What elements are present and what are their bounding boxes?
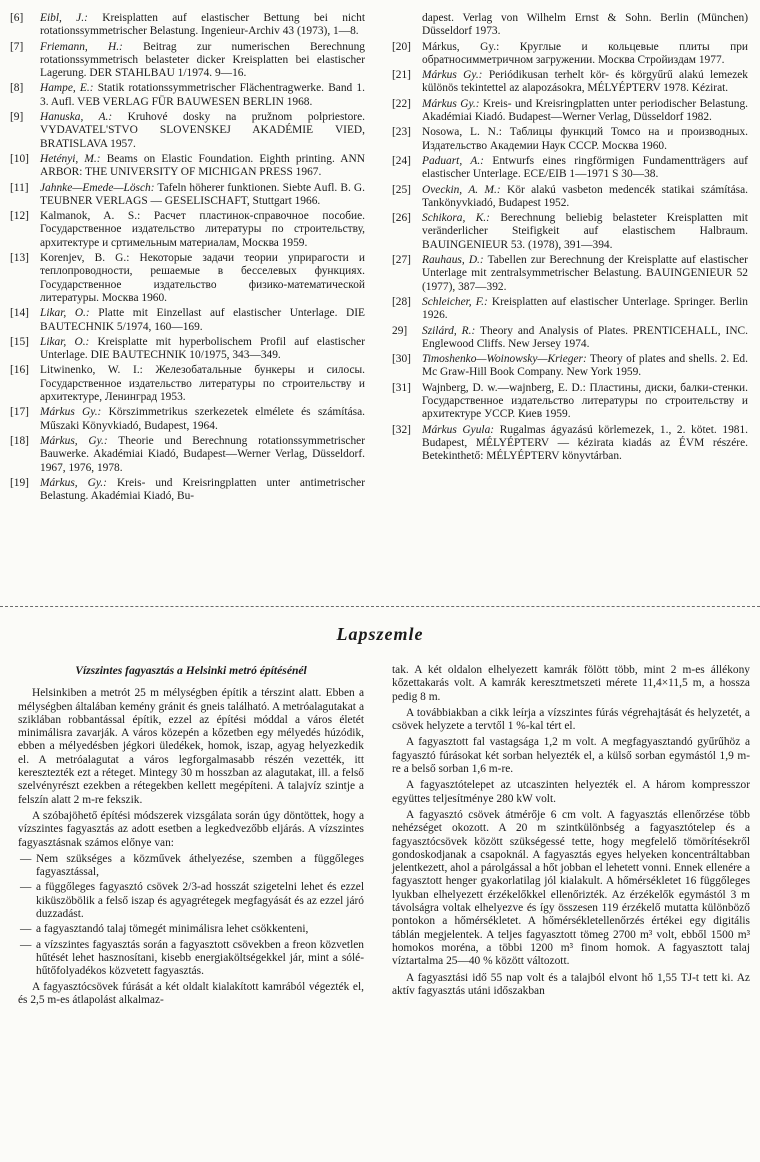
reference-author: Schleicher, F.: (422, 295, 488, 308)
reference-item (392, 69, 748, 96)
reference-author: Szilárd, R.: (422, 324, 476, 337)
section-divider (0, 606, 760, 607)
reference-item (10, 477, 365, 504)
reference-text: Kreisplatte mit hyperbolischem Profil auf elastischer Unterlage. DIE BAUTECHNIK 10/1975, 343—349. (40, 335, 366, 362)
reference-text: Statik rotationssymmetrischer Flächentragwerke. Band 1. 3. Aufl. VEB VERLAG FÜR BAUWESEN BERLIN 1968. (40, 82, 365, 108)
reference-item (392, 353, 748, 380)
reference-item (10, 12, 365, 39)
reference-author: Jahnke—Emede—Lösch: (40, 181, 155, 194)
reference-item (10, 406, 365, 433)
article-paragraph: Helsinkiben a metrót 25 m mélységben építik a térszint alatt. Ebben a mélységben általában kemény gránit és gneis található. A metróalagutakat a sziklában robbantással építik, ezzel az építési móddal a város életét minimálisra zavarják. A város közepén a kőzetben egy mélyedés húzódik, ebben a mélyedésben jégkori üledékek, homok, iszap, agyag helyezkedik el. A metróalagutat a város legforgalmasabb részén vezették, itt keresztezték ezt a réteget. Mintegy 30 m hosszban az alagutakat, ill. a felső szelvényrészt ezekben a rétegekben kellett megépíteni. A talajvíz szintje a felszín alatt 2 m-re fekszik. (18, 687, 364, 806)
article-title: Vízszintes fagyasztás a Helsinki metró építésénél (75, 664, 307, 677)
reference-number: [21] (392, 69, 411, 82)
article-paragraph: tak. A két oldalon elhelyezett kamrák fölött több, mint 2 m-es állékony kőzettakarás volt. A kamrák keresztmetszeti mérete 11,4×11,5 m, a hossza pedig 8 m. (392, 664, 750, 703)
reference-text: Theory of plates and shells. 2. Ed. Mc Graw-Hill Book Company. New York 1959. (422, 353, 748, 379)
reference-text: Nosowa, L. N.: Таблицы функций Томсо на и производных. Издательство Академии Наук СССР. Москва 1960. (422, 126, 748, 152)
article-paragraph: A fagyasztócsövek fúrását a két oldalt kialakított kamrából végezték el, és 2,5 m-es átlapolást alkalmaz- (18, 980, 364, 1006)
reference-number: [14] (10, 307, 29, 320)
reference-text: Korenjev, B. G.: Некоторые задачи теории уприрагости и теплопроводности, решаемые в бесселевых функциях. Государственное издательство физико-математической литературы. Москва 1960. (40, 252, 365, 304)
reference-item (392, 212, 748, 252)
reference-item (392, 12, 748, 39)
reference-number: 29] (392, 324, 408, 337)
reference-text: Periódikusan terhelt kör- és körgyűrű alakú lemezek különös tekintettel az alapozásokra, MÉLYÉPTERV 1978. Kézirat. (422, 69, 748, 95)
reference-text: dapest. Verlag von Wilhelm Ernst & Sohn. Berlin (München) Düsseldorf 1973. (422, 12, 748, 38)
reference-text: Tabellen zur Berechnung der Kreisplatte auf elastischer Unterlage mit zentralsymmetrischer Belastung. BAUINGENIEUR 52 (1977), 387—392. (422, 254, 748, 293)
reference-author: Márkus, Gy.: (40, 434, 108, 447)
reference-item (392, 382, 748, 422)
reference-text: Beitrag zur numerischen Berechnung rotationssymmetrisch belasteter dicker Kreisplatten bei elastischer Lagerung. DER STAHLBAU 1/1974. 9—16. (40, 40, 365, 80)
reference-author: Paduart, A.: (422, 154, 484, 167)
reference-number: [25] (392, 183, 411, 196)
reference-item (392, 98, 748, 125)
reference-item (392, 126, 748, 153)
article-paragraph: A fagyasztó csövek átmérője 6 cm volt. A fagyasztás ellenőrzése több nehézséget okozott. A 20 m szintkülönbség a fagyasztótelep és a fagyasztócsövek között szükségessé tette, hogy megfelelő tömörítésekről gondoskodjanak a csapoknál. A fagyasztás egyes helyeken koncentráltabban jelentkezett, ahol a párolgással a hőt jobban el lehetett vonni. Ennek ellenére a fagyasztott henger gyakorlatilag jól kialakult. A hőmérsékletet 16 függőleges lyukban elhelyezett érzékelőkkel ellenőrizték. Az érzékelők egymástól 3 m távolságra voltak elhelyezve és így összesen 119 érzékelő mutatta különböző pontokon a hőmérsékletet. A hőmérsékletellenőrzés értékei egy digitális táblán megjelentek. A teljes fagyasztott tömeg 2700 m³ volt, ebből 1500 m³ homokos moréna, a többi 1200 m³ finom homok. A fagyasztott talaj víztartalma 25—40 % között változott. (392, 808, 750, 968)
reference-text: Litwinenko, W. I.: Железобатальные бункеры и силосы. Государственное издательство литературы по строительству и архитектуре, Ленинград 1953. (40, 364, 365, 404)
reference-author: Márkus, Gy.: (40, 476, 107, 489)
reference-number: [28] (392, 295, 411, 308)
reference-author: Timoshenko—Woinowsky—Krieger: (422, 353, 587, 366)
reference-item (10, 435, 365, 475)
reference-number: [23] (392, 126, 411, 139)
references-left-column (10, 12, 365, 505)
reference-text: Tafeln höherer funktionen. Siebte Aufl. B. G. TEUBNER VERLAGS — GESELISCHAFT, Stuttgart 1966. (40, 181, 365, 207)
reference-text: Kör alakú vasbeton medencék statikai számítása. Tankönyvkiadó, Budapest 1952. (422, 183, 748, 209)
reference-number: [22] (392, 97, 411, 110)
reference-text: Körszimmetrikus szerkezetek elmélete és számítása. Műszaki Könyvkiadó, Budapest, 1964. (40, 406, 365, 432)
reference-item (10, 41, 365, 81)
reference-number: [27] (392, 254, 411, 267)
reference-text: Theorie und Berechnung rotationssymmetrischer Bauwerke. Akadémiai Kiadó, Budapest—Werner Verlag, Düsseldorf. 1967, 1976, 1978. (40, 434, 365, 474)
reference-number: [32] (392, 423, 411, 436)
reference-item (392, 184, 748, 211)
reference-author: Márkus Gy.: (422, 69, 483, 82)
reference-item (10, 153, 365, 180)
reference-author: Schikora, K.: (422, 212, 490, 225)
reference-number: [19] (10, 476, 29, 489)
article-paragraph: A fagyasztótelepet az utcaszinten helyezték el. A három kompresszor együttes teljesítménye 280 kW volt. (392, 779, 750, 805)
reference-author: Hetényi, M.: (40, 152, 101, 165)
reference-item (10, 307, 365, 334)
article-paragraph: A szóbajöhető építési módszerek vizsgálata során úgy döntöttek, hogy a vízszintes fagyasztás az adott esetben a legkedvezőbb eljárás. A vízszintes fagyasztásnak számos előnye van: (18, 809, 364, 849)
reference-author: Likar, O.: (40, 335, 90, 348)
reference-text: Kreisplatten auf elastischer Unterlage. Springer. Berlin 1926. (422, 295, 748, 322)
reference-text: Kreis- und Kreisringplatten unter periodischer Belastung. Akadémiai Kiadó. Budapest—Werner Verlag, Düsseldorf 1982. (422, 97, 748, 124)
reference-number: [16] (10, 364, 29, 377)
reference-number: [13] (10, 252, 29, 265)
reference-number: [12] (10, 210, 29, 223)
reference-text: Platte mit Einzellast auf elastischer Unterlage. DIE BAUTECHNIK 5/1974, 160—169. (40, 307, 365, 333)
reference-author: Hanuska, A.: (40, 111, 113, 124)
reference-item (10, 336, 365, 363)
reference-author: Márkus Gyula: (422, 423, 495, 436)
reference-number: [17] (10, 406, 29, 419)
reference-author: Friemann, H.: (40, 40, 123, 53)
reference-text: Kreisplatten auf elastischer Bettung bei nicht rotationssymmetrischer Belastung. Ingenieur-Archiv 43 (1973), 1—8. (40, 12, 365, 38)
reference-number: [11] (10, 181, 29, 194)
list-item: — a függőleges fagyasztó csövek 2/3-ad hosszát szigetelni lehet és ezzel kiküszöbölik a felső iszap és agyagrétegek megfagyását és az ezzel járó duzzadást. (20, 881, 364, 921)
list-item: — Nem szükséges a közművek áthelyezése, szemben a függőleges fagyasztással, (20, 852, 364, 879)
reference-item (392, 155, 748, 182)
reference-item (392, 296, 748, 323)
reference-number: [18] (10, 434, 29, 447)
reference-text: Rugalmas ágyazású körlemezek, 1., 2. kötet. 1981. Budapest, MÉLYÉPTERV — kézirata kiadás az ÉVM részére. Betekinthető: MÉLYÉPTERV könyvtárban. (422, 423, 748, 463)
reference-author: Eibl, J.: (40, 12, 88, 24)
reference-author: Likar, O.: (40, 307, 90, 320)
reference-text: Márkus, Gy.: Круглые и кольцевые плиты при обратносимметричном загружении. Москва Стройиздам 1977. (422, 40, 748, 66)
reference-text: Kruhové dosky na pružnom polpriestore. VYDAVATEL'STVO SLOVENSKEJ AKADÉMIE VIED, BRATISLAVA 1957. (40, 111, 365, 150)
reference-number: [24] (392, 154, 411, 167)
reference-number: [10] (10, 152, 29, 165)
reference-item (392, 325, 748, 352)
reference-text: Kreis- und Kreisringplatten unter antimetrischer Belastung. Akadémiai Kiadó, Bu- (40, 476, 366, 503)
reference-item (10, 252, 365, 305)
reference-number: [20] (392, 40, 411, 53)
reference-text: Theory and Analysis of Plates. PRENTICEHALL, INC. Englewood Cliffs. New Jersey 1974. (422, 324, 748, 350)
reference-text: Wajnberg, D. w.—wajnberg, E. D.: Пластины, диски, балки-стенки. Государственное издательство литературы по строительству и архитектуре УССР. Киев 1959. (422, 381, 748, 421)
reference-item (10, 364, 365, 404)
article-paragraph: A fagyasztási idő 55 nap volt és a talajból elvont hő 1,55 TJ-t tett ki. Az aktív fagyasztás utáni időszakban (392, 971, 750, 997)
reference-author: Rauhaus, D.: (422, 254, 484, 267)
reference-item (392, 424, 748, 464)
references-right-column (392, 12, 748, 466)
reference-number: [15] (10, 335, 29, 348)
article-paragraph: A továbbiakban a cikk leírja a vízszintes fúrás végrehajtását és helyzetét, a csövek helyzete a tervtől 1 %-kal tért el. (392, 706, 750, 733)
article-paragraph: A fagyasztott fal vastagsága 1,2 m volt. A megfagyasztandó gyűrűhöz a fagyasztó fúrásokat két sorban helyezték el, a külső sorban egymástól 1,9 m-re a belső sorban 1,6 m-re. (392, 736, 750, 776)
reference-author: Márkus Gy.: (40, 406, 102, 419)
reference-text: Kalmanok, A. S.: Расчет пластинок-справочное пособие. Государственное издательство литературы по строительству, архитектуре и сртимельным материалам, Москва 1959. (40, 210, 365, 249)
reference-item (10, 82, 365, 109)
reference-number: [6] (10, 12, 24, 24)
reference-author: Hampe, E.: (40, 82, 94, 95)
reference-item (10, 111, 365, 151)
reference-text: Berechnung beliebig belasteter Kreisplatten mit veränderlicher Steifigkeit auf elastischem Halbraum. BAUINGENIEUR 53. (1978), 391—394. (422, 212, 748, 251)
reference-item (10, 210, 365, 250)
list-item: — a vízszintes fagyasztás során a fagyasztott csövekben a freon közvetlen hűtését lehet hasznosítani, kisebb energiaköltségekkel jár, mint a sólé-hűtőfolyadékos közvetett fagyasztás. (20, 938, 364, 978)
list-item: — a fagyasztandó talaj tömegét minimálisra lehet csökkenteni, (20, 923, 309, 936)
reference-number: [30] (392, 353, 411, 366)
reference-text: Entwurfs eines ringförmigen Fundamentträgers auf elastischer Unterlage. ECE/EIB 1—1971 S 30—38. (422, 154, 748, 181)
article-right-column (392, 664, 750, 1001)
reference-author: Márkus Gy.: (422, 97, 480, 110)
reference-author: Oveckin, A. M.: (422, 183, 501, 196)
reference-text: Beams on Elastic Foundation. Eighth printing. ANN ARBOR: THE UNIVERSITY OF MICHIGAN PRESS 1967. (40, 152, 365, 179)
reference-item (392, 254, 748, 294)
reference-item (392, 41, 748, 68)
article-left-column (18, 664, 364, 1010)
reference-number: [26] (392, 212, 411, 225)
reference-item (10, 182, 365, 209)
section-heading: Lapszemle (336, 624, 424, 644)
reference-number: [31] (392, 381, 411, 394)
reference-number: [9] (10, 111, 24, 124)
reference-number: [8] (10, 82, 24, 95)
reference-number: [7] (10, 40, 24, 53)
